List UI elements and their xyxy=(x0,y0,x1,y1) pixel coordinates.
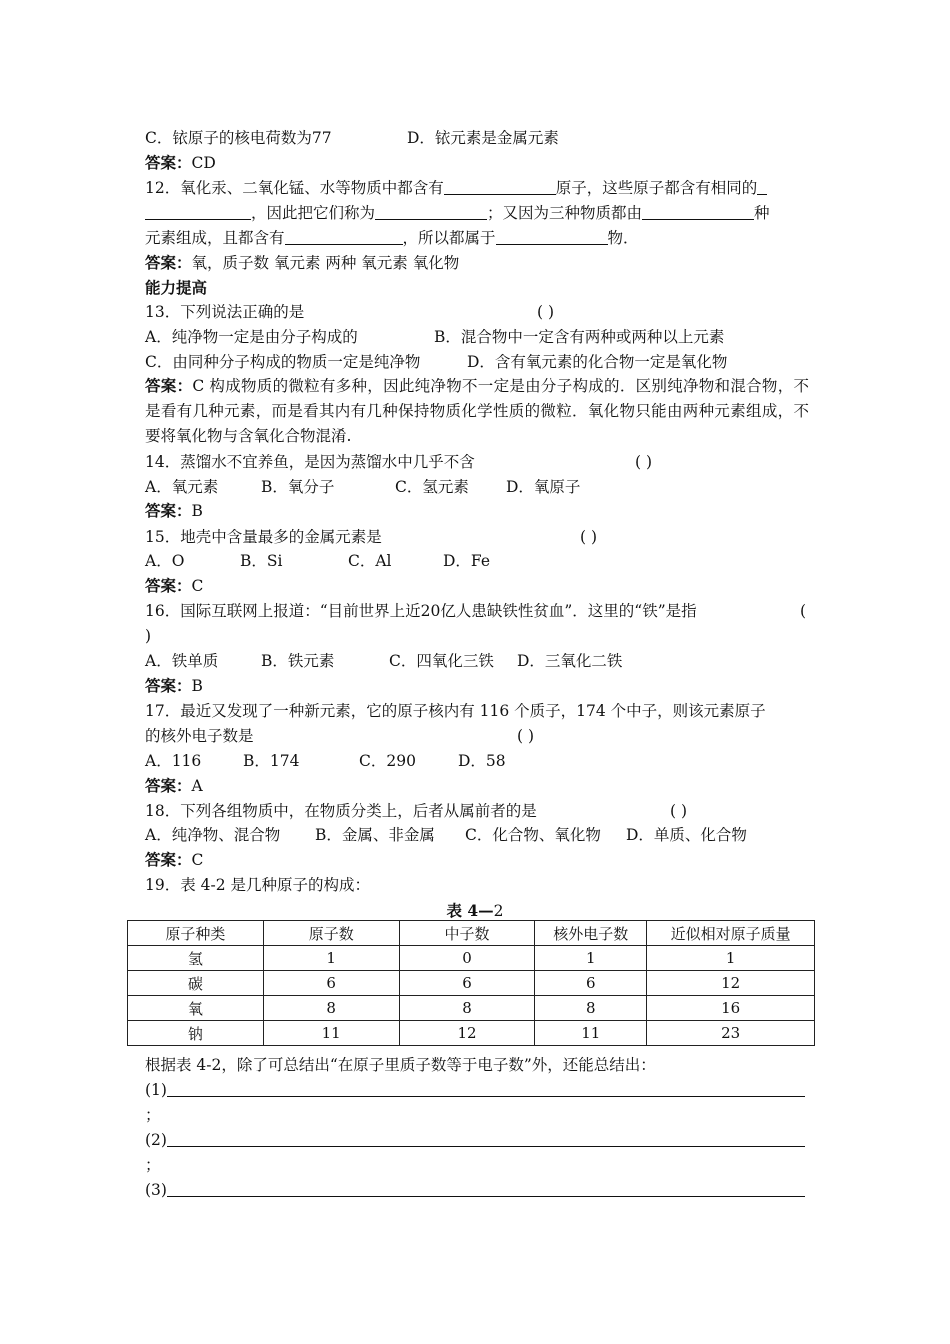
q17-option-d: D．58 xyxy=(458,752,506,770)
q13-option-c: C．由同种分子构成的物质一定是纯净物 xyxy=(145,353,421,371)
table-cell: 0 xyxy=(399,946,535,971)
q12-line2-d: 种 xyxy=(754,204,770,222)
answer-value: 氧，质子数 氧元素 两种 氧元素 氧化物 xyxy=(191,254,460,272)
q13-answer xyxy=(145,373,809,449)
q12-line2-c: ；又因为三种物质都由 xyxy=(487,204,643,222)
answer-fill-line[interactable] xyxy=(167,1130,805,1147)
q12-blank-2a[interactable] xyxy=(757,178,767,195)
q18-answer-paren: ( ) xyxy=(670,802,688,820)
table-cell: 11 xyxy=(535,1021,647,1046)
answer-value: B xyxy=(191,502,203,520)
q12-line3-b: ，所以都属于 xyxy=(402,229,496,247)
item-number: (2) xyxy=(145,1131,167,1149)
q15-answer-paren: ( ) xyxy=(580,528,598,546)
table-header-cell: 近似相对原子质量 xyxy=(647,921,815,946)
table-caption-a: 表 4 xyxy=(446,901,479,920)
q15-option-b: B．Si xyxy=(240,552,283,570)
table-cell: 1 xyxy=(535,946,647,971)
q11-answer xyxy=(145,153,825,173)
answer-value: C xyxy=(191,577,204,595)
section-title: 能力提高 xyxy=(145,278,208,297)
q12-answer xyxy=(145,253,825,273)
table-row xyxy=(128,1021,815,1046)
q15-option-d: D．Fe xyxy=(443,552,491,570)
q18-option-a: A．纯净物、混合物 xyxy=(145,826,281,844)
q14-answer-paren: ( ) xyxy=(635,453,653,471)
q15-option-c: C．Al xyxy=(348,552,392,570)
q19-after-table: 根据表 4-2，除了可总结出“在原子里质子数等于电子数”外，还能总结出： xyxy=(145,1056,656,1074)
answer-label: 答案： xyxy=(145,376,193,395)
q12-line2-b: ，因此把它们称为 xyxy=(251,204,376,222)
q18-answer xyxy=(145,850,825,870)
q16-answer-paren-open: ( xyxy=(800,602,807,620)
q12-stem-b: 原子，这些原子都含有相同的 xyxy=(555,179,758,197)
q15-stem: 15．地壳中含量最多的金属元素是 xyxy=(145,528,382,546)
table-cell: 6 xyxy=(263,971,399,996)
table-caption-c: 2 xyxy=(493,902,504,920)
q16-paren-close: ) xyxy=(145,627,152,645)
item-number: (3) xyxy=(145,1181,167,1199)
answer-fill-line[interactable] xyxy=(167,1180,805,1197)
q17-stem-2: 的核外电子数是 xyxy=(145,727,254,745)
item-number: (1) xyxy=(145,1081,167,1099)
answer-label: 答案： xyxy=(145,253,192,272)
q14-stem: 14．蒸馏水不宜养鱼，是因为蒸馏水中几乎不含 xyxy=(145,453,475,471)
q15-option-a: A．O xyxy=(145,552,185,570)
table-cell: 1 xyxy=(647,946,815,971)
table-cell: 23 xyxy=(647,1021,815,1046)
q19-item-3 xyxy=(145,1180,825,1200)
table-cell: 氧 xyxy=(128,996,264,1021)
q16-option-a: A．铁单质 xyxy=(145,652,219,670)
q11-option-d: D．铱元素是金属元素 xyxy=(407,129,559,147)
table-cell: 氢 xyxy=(128,946,264,971)
table-header-cell: 原子数 xyxy=(263,921,399,946)
q12-blank-2b[interactable] xyxy=(145,203,251,220)
table-cell: 8 xyxy=(399,996,535,1021)
answer-label: 答案： xyxy=(145,153,192,172)
q16-option-d: D．三氧化二铁 xyxy=(517,652,623,670)
q19-item-1 xyxy=(145,1080,825,1100)
q16-answer xyxy=(145,676,825,696)
q12-blank-3[interactable] xyxy=(375,203,487,220)
table-header-cell: 原子种类 xyxy=(128,921,264,946)
answer-label: 答案： xyxy=(145,850,192,869)
q18-option-d: D．单质、化合物 xyxy=(626,826,747,844)
table-row xyxy=(128,996,815,1021)
q16-option-c: C．四氧化三铁 xyxy=(389,652,494,670)
answer-label: 答案： xyxy=(145,676,192,695)
table-header-cell: 中子数 xyxy=(399,921,535,946)
q17-option-b: B．174 xyxy=(243,752,300,770)
table-cell: 8 xyxy=(535,996,647,1021)
q14-option-d: D．氧原子 xyxy=(506,478,581,496)
answer-label: 答案： xyxy=(145,576,192,595)
table-cell: 8 xyxy=(263,996,399,1021)
q12-blank-4[interactable] xyxy=(642,203,754,220)
table-caption-b: — xyxy=(478,901,494,920)
q12-line3-c: 物． xyxy=(607,229,639,247)
q17-answer-paren: ( ) xyxy=(517,727,535,745)
q15-answer xyxy=(145,576,825,596)
q12-blank-6[interactable] xyxy=(496,228,608,245)
q17-answer xyxy=(145,776,825,796)
q16-stem: 16．国际互联网上报道：“目前世界上近20亿人患缺铁性贫血”．这里的“铁”是指 xyxy=(145,602,697,620)
q12-line3-a: 元素组成，且都含有 xyxy=(145,229,285,247)
answer-value: A xyxy=(191,777,203,795)
table-cell: 12 xyxy=(647,971,815,996)
q12-blank-1[interactable] xyxy=(444,178,556,195)
q19-item-2 xyxy=(145,1130,825,1150)
table-cell: 钠 xyxy=(128,1021,264,1046)
item-semicolon: ； xyxy=(145,1106,161,1124)
table-cell: 6 xyxy=(535,971,647,996)
table-cell: 1 xyxy=(263,946,399,971)
table-header-cell: 核外电子数 xyxy=(535,921,647,946)
table-header-row xyxy=(128,921,815,946)
q13-stem: 13．下列说法正确的是 xyxy=(145,303,305,321)
q11-option-c: C．铱原子的核电荷数为77 xyxy=(145,129,332,147)
q14-option-c: C．氢元素 xyxy=(395,478,469,496)
q19-stem: 19．表 4-2 是几种原子的构成： xyxy=(145,876,371,894)
answer-value: CD xyxy=(191,154,216,172)
answer-fill-line[interactable] xyxy=(167,1080,805,1097)
q17-option-c: C．290 xyxy=(359,752,416,770)
q13-option-d: D．含有氧元素的化合物一定是氧化物 xyxy=(467,353,728,371)
q14-option-b: B．氧分子 xyxy=(261,478,335,496)
q13-option-a: A．纯净物一定是由分子构成的 xyxy=(145,328,358,346)
q12-line-1 xyxy=(145,178,825,198)
answer-label: 答案： xyxy=(145,501,192,520)
table-cell: 6 xyxy=(399,971,535,996)
q12-blank-5[interactable] xyxy=(285,228,403,245)
table-cell: 12 xyxy=(399,1021,535,1046)
atoms-table xyxy=(127,920,815,1046)
table-row xyxy=(128,946,815,971)
q12-stem-a: 12．氧化汞、二氧化锰、水等物质中都含有 xyxy=(145,179,444,197)
q18-option-c: C．化合物、氧化物 xyxy=(465,826,601,844)
q17-option-a: A．116 xyxy=(145,752,202,770)
answer-label: 答案： xyxy=(145,776,192,795)
q12-line-3 xyxy=(145,228,825,248)
table-cell: 11 xyxy=(263,1021,399,1046)
q16-option-b: B．铁元素 xyxy=(261,652,335,670)
q14-answer xyxy=(145,501,825,521)
item-semicolon: ； xyxy=(145,1156,161,1174)
q13-answer-paren: ( ) xyxy=(537,303,555,321)
q14-option-a: A．氧元素 xyxy=(145,478,219,496)
q18-option-b: B．金属、非金属 xyxy=(315,826,435,844)
q18-stem: 18．下列各组物质中，在物质分类上，后者从属前者的是 xyxy=(145,802,537,820)
answer-value: C 构成物质的微粒有多种，因此纯净物不一定是由分子构成的．区别纯净物和混合物，不是看有几种元素，而是看其内有几种保持物质化学性质的微粒．氧化物只能由两种元素组成，不要将氧化物与含氧化合物混淆. xyxy=(145,377,809,445)
answer-value: B xyxy=(191,677,203,695)
q17-stem-line-1: 17．最近又发现了一种新元素，它的原子核内有 116 个质子，174 个中子，则该元素原子 xyxy=(145,702,766,720)
table-row xyxy=(128,971,815,996)
q13-option-b: B．混合物中一定含有两种或两种以上元素 xyxy=(434,328,725,346)
table-cell: 16 xyxy=(647,996,815,1021)
answer-value: C xyxy=(191,851,204,869)
table-caption xyxy=(0,899,950,921)
q12-line-2 xyxy=(145,203,825,223)
table-cell: 碳 xyxy=(128,971,264,996)
